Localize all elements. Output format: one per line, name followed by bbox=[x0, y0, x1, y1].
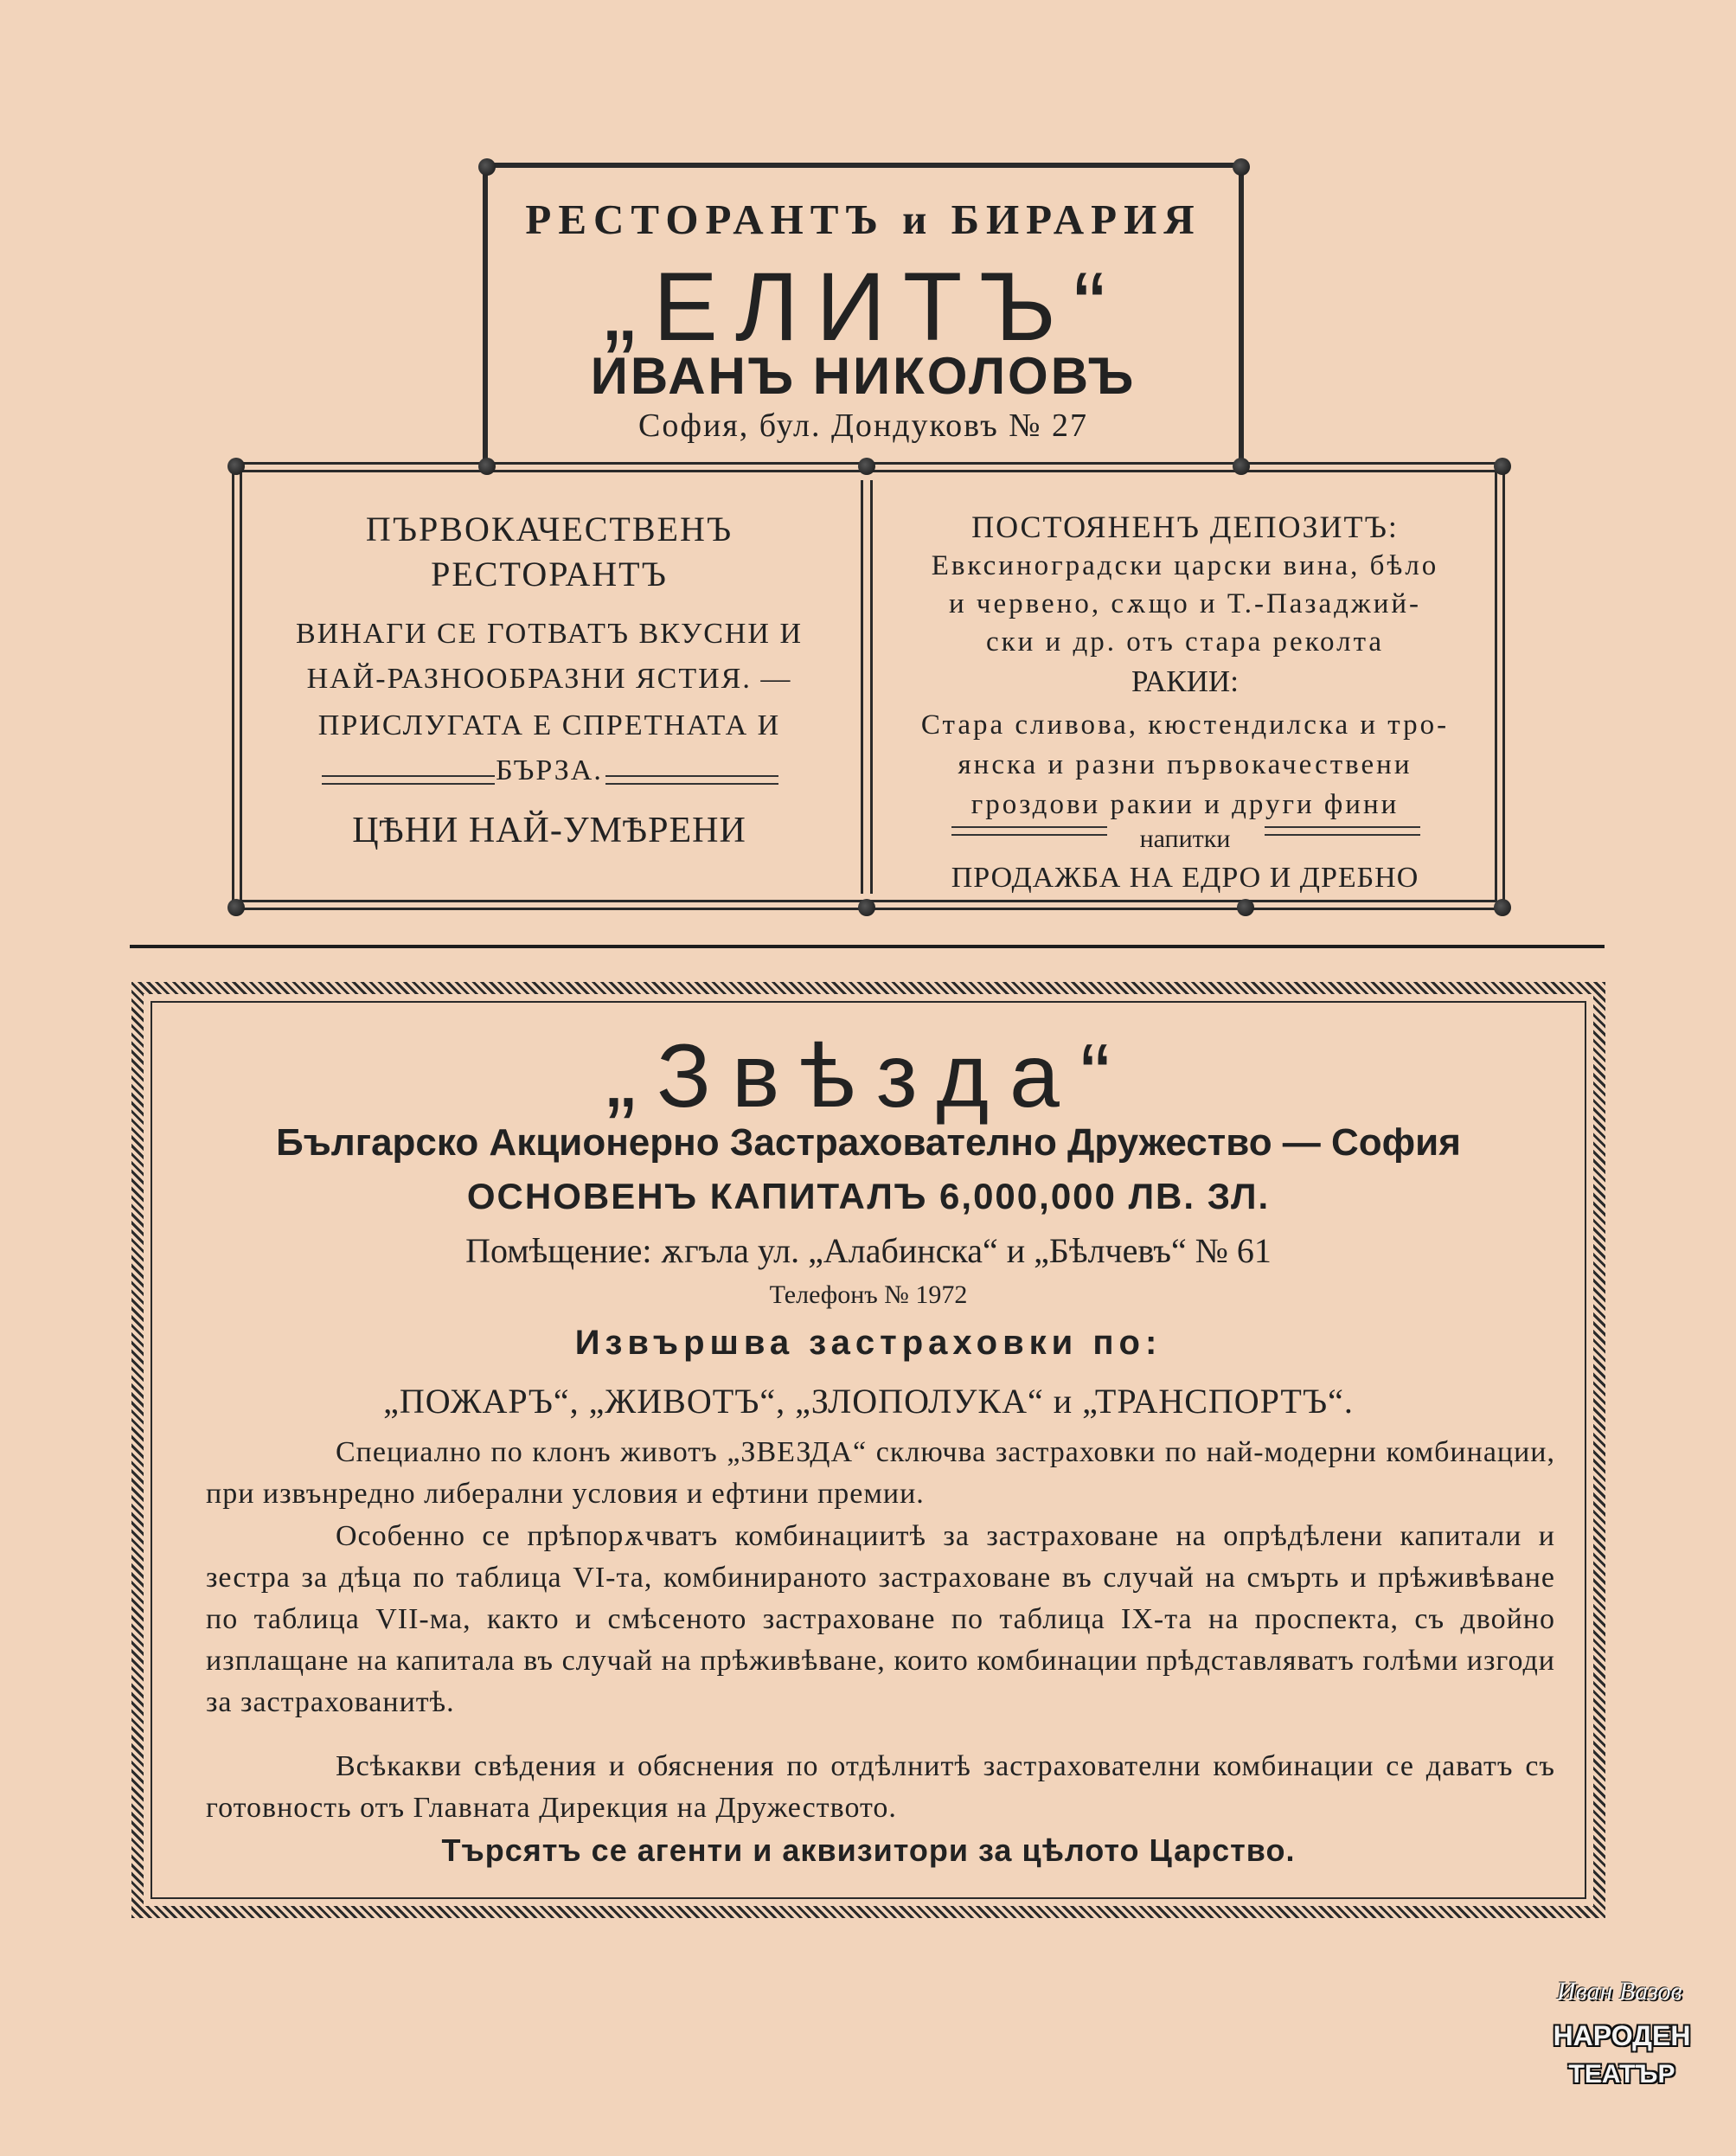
column-divider bbox=[861, 480, 873, 894]
paragraph-text: Всѣкакви свѣдения и обяснения по отдѣлнитѣ застрахователни комбинации се даватъ съ готовность отъ Главната Дирекция на Дружеството. bbox=[206, 1750, 1555, 1824]
frame-ornament bbox=[1233, 158, 1250, 176]
archive-stamp bbox=[1548, 1977, 1691, 2124]
restaurant-heading: РЕСТОРАНТЪ и БИРАРИЯ bbox=[525, 196, 1201, 243]
zvezda-agents-wanted: Търсятъ се агенти и аквизитори за цѣлото Царство. bbox=[441, 1832, 1296, 1868]
frame-ornament bbox=[1494, 899, 1511, 916]
decorative-rule bbox=[605, 775, 778, 785]
restaurant-address: София, бул. Дондуковъ № 27 bbox=[638, 407, 1088, 444]
zvezda-paragraph-2 bbox=[206, 1516, 1555, 1723]
zvezda-insurance-types: „ПОЖАРЪ“, „ЖИВОТЪ“, „ЗЛОПОЛУКА“ и „ТРАНСПОРТЪ“. bbox=[383, 1382, 1354, 1421]
zvezda-premises: Помѣщение: ѫгъла ул. „Алабинска“ и „Бѣлчевъ“ № 61 bbox=[465, 1231, 1272, 1270]
right-line-7: напитки bbox=[1139, 825, 1231, 853]
right-line-2: и червено, сѫщо и Т.-Пазаджий- bbox=[948, 588, 1422, 619]
left-line-1: ВИНАГИ СЕ ГОТВАТЪ ВКУСНИ И bbox=[295, 618, 804, 650]
zvezda-phone: Телефонъ № 1972 bbox=[769, 1280, 968, 1309]
zvezda-paragraph-3 bbox=[206, 1746, 1555, 1829]
frame-ornament bbox=[478, 458, 496, 475]
zvezda-paragraph-1 bbox=[206, 1432, 1555, 1515]
frame-ornament bbox=[1237, 899, 1254, 916]
left-line-2: НАЙ-РАЗНООБРАЗНИ ЯСТИЯ. — bbox=[306, 663, 792, 695]
frame-ornament bbox=[1494, 458, 1511, 475]
right-line-3: ски и др. отъ стара реколта bbox=[985, 626, 1385, 658]
left-title-2: РЕСТОРАНТЪ bbox=[431, 555, 668, 594]
frame-ornament bbox=[227, 899, 245, 916]
right-rakii: РАКИИ: bbox=[1131, 664, 1239, 698]
right-line-6: гроздови ракии и други фини bbox=[970, 789, 1400, 820]
zvezda-capital: ОСНОВЕНЪ КАПИТАЛЪ 6,000,000 ЛВ. ЗЛ. bbox=[466, 1176, 1271, 1216]
decorative-rule bbox=[322, 775, 495, 785]
left-title-1: ПЪРВОКАЧЕСТВЕНЪ bbox=[365, 510, 733, 549]
frame-ornament bbox=[227, 458, 245, 475]
right-title: ПОСТОЯНЕНЪ ДЕПОЗИТЪ: bbox=[971, 510, 1399, 544]
right-line-5: янска и разни първокачествени bbox=[958, 749, 1413, 780]
frame-ornament bbox=[1233, 458, 1250, 475]
zvezda-performs: Извършва застраховки по: bbox=[574, 1324, 1163, 1362]
section-divider bbox=[130, 945, 1605, 948]
zvezda-subtitle: Българско Акционерно Застрахователно Дружество — София bbox=[276, 1121, 1461, 1164]
paragraph-text: Специално по клонъ животъ „ЗВЕЗДА“ сключва застраховки по най-модерни комбинации, при извънредно либерални условия и ефтини премии. bbox=[206, 1436, 1555, 1510]
stamp-line-1: НАРОДЕН bbox=[1553, 2020, 1691, 2051]
right-line-4: Стара сливова, кюстендилска и тро- bbox=[920, 709, 1450, 741]
stamp-line-2: ТЕАТЪР bbox=[1568, 2060, 1675, 2089]
restaurant-owner: ИВАНЪ НИКОЛОВЪ bbox=[590, 347, 1137, 405]
right-line-1: Евксиноградски царски вина, бѣло bbox=[931, 550, 1439, 581]
paragraph-text: Особенно се прѣпорѫчватъ комбинациитѣ за застраховане на опрѣдѣлени капитали и зестра за дѣца по таблица VI-та, комбинираното застраховане въ случай на смърть и прѣживѣване по таблица VII-ма, както и смѣсеното застраховане по таблица IX-та на проспекта, съ двойно изплащане на капитала въ случай на прѣживѣване, които комбинации прѣдставляватъ голѣми изгоди за застрахованитѣ. bbox=[206, 1520, 1555, 1718]
frame-ornament bbox=[478, 158, 496, 176]
left-line-4: БЪРЗА. bbox=[496, 754, 603, 786]
restaurant-name: „ЕЛИТЪ“ bbox=[603, 253, 1124, 361]
left-prices: ЦѢНИ НАЙ-УМѢРЕНИ bbox=[352, 811, 746, 850]
left-line-3: ПРИСЛУГАТА Е СПРЕТНАТА И bbox=[317, 709, 781, 741]
right-sale: ПРОДАЖБА НА ЕДРО И ДРЕБНО bbox=[951, 862, 1419, 894]
frame-ornament bbox=[858, 458, 875, 475]
frame-ornament bbox=[858, 899, 875, 916]
stamp-signature: Иван Вазов bbox=[1557, 1977, 1682, 2005]
zvezda-title: „Звѣзда“ bbox=[605, 1026, 1131, 1126]
